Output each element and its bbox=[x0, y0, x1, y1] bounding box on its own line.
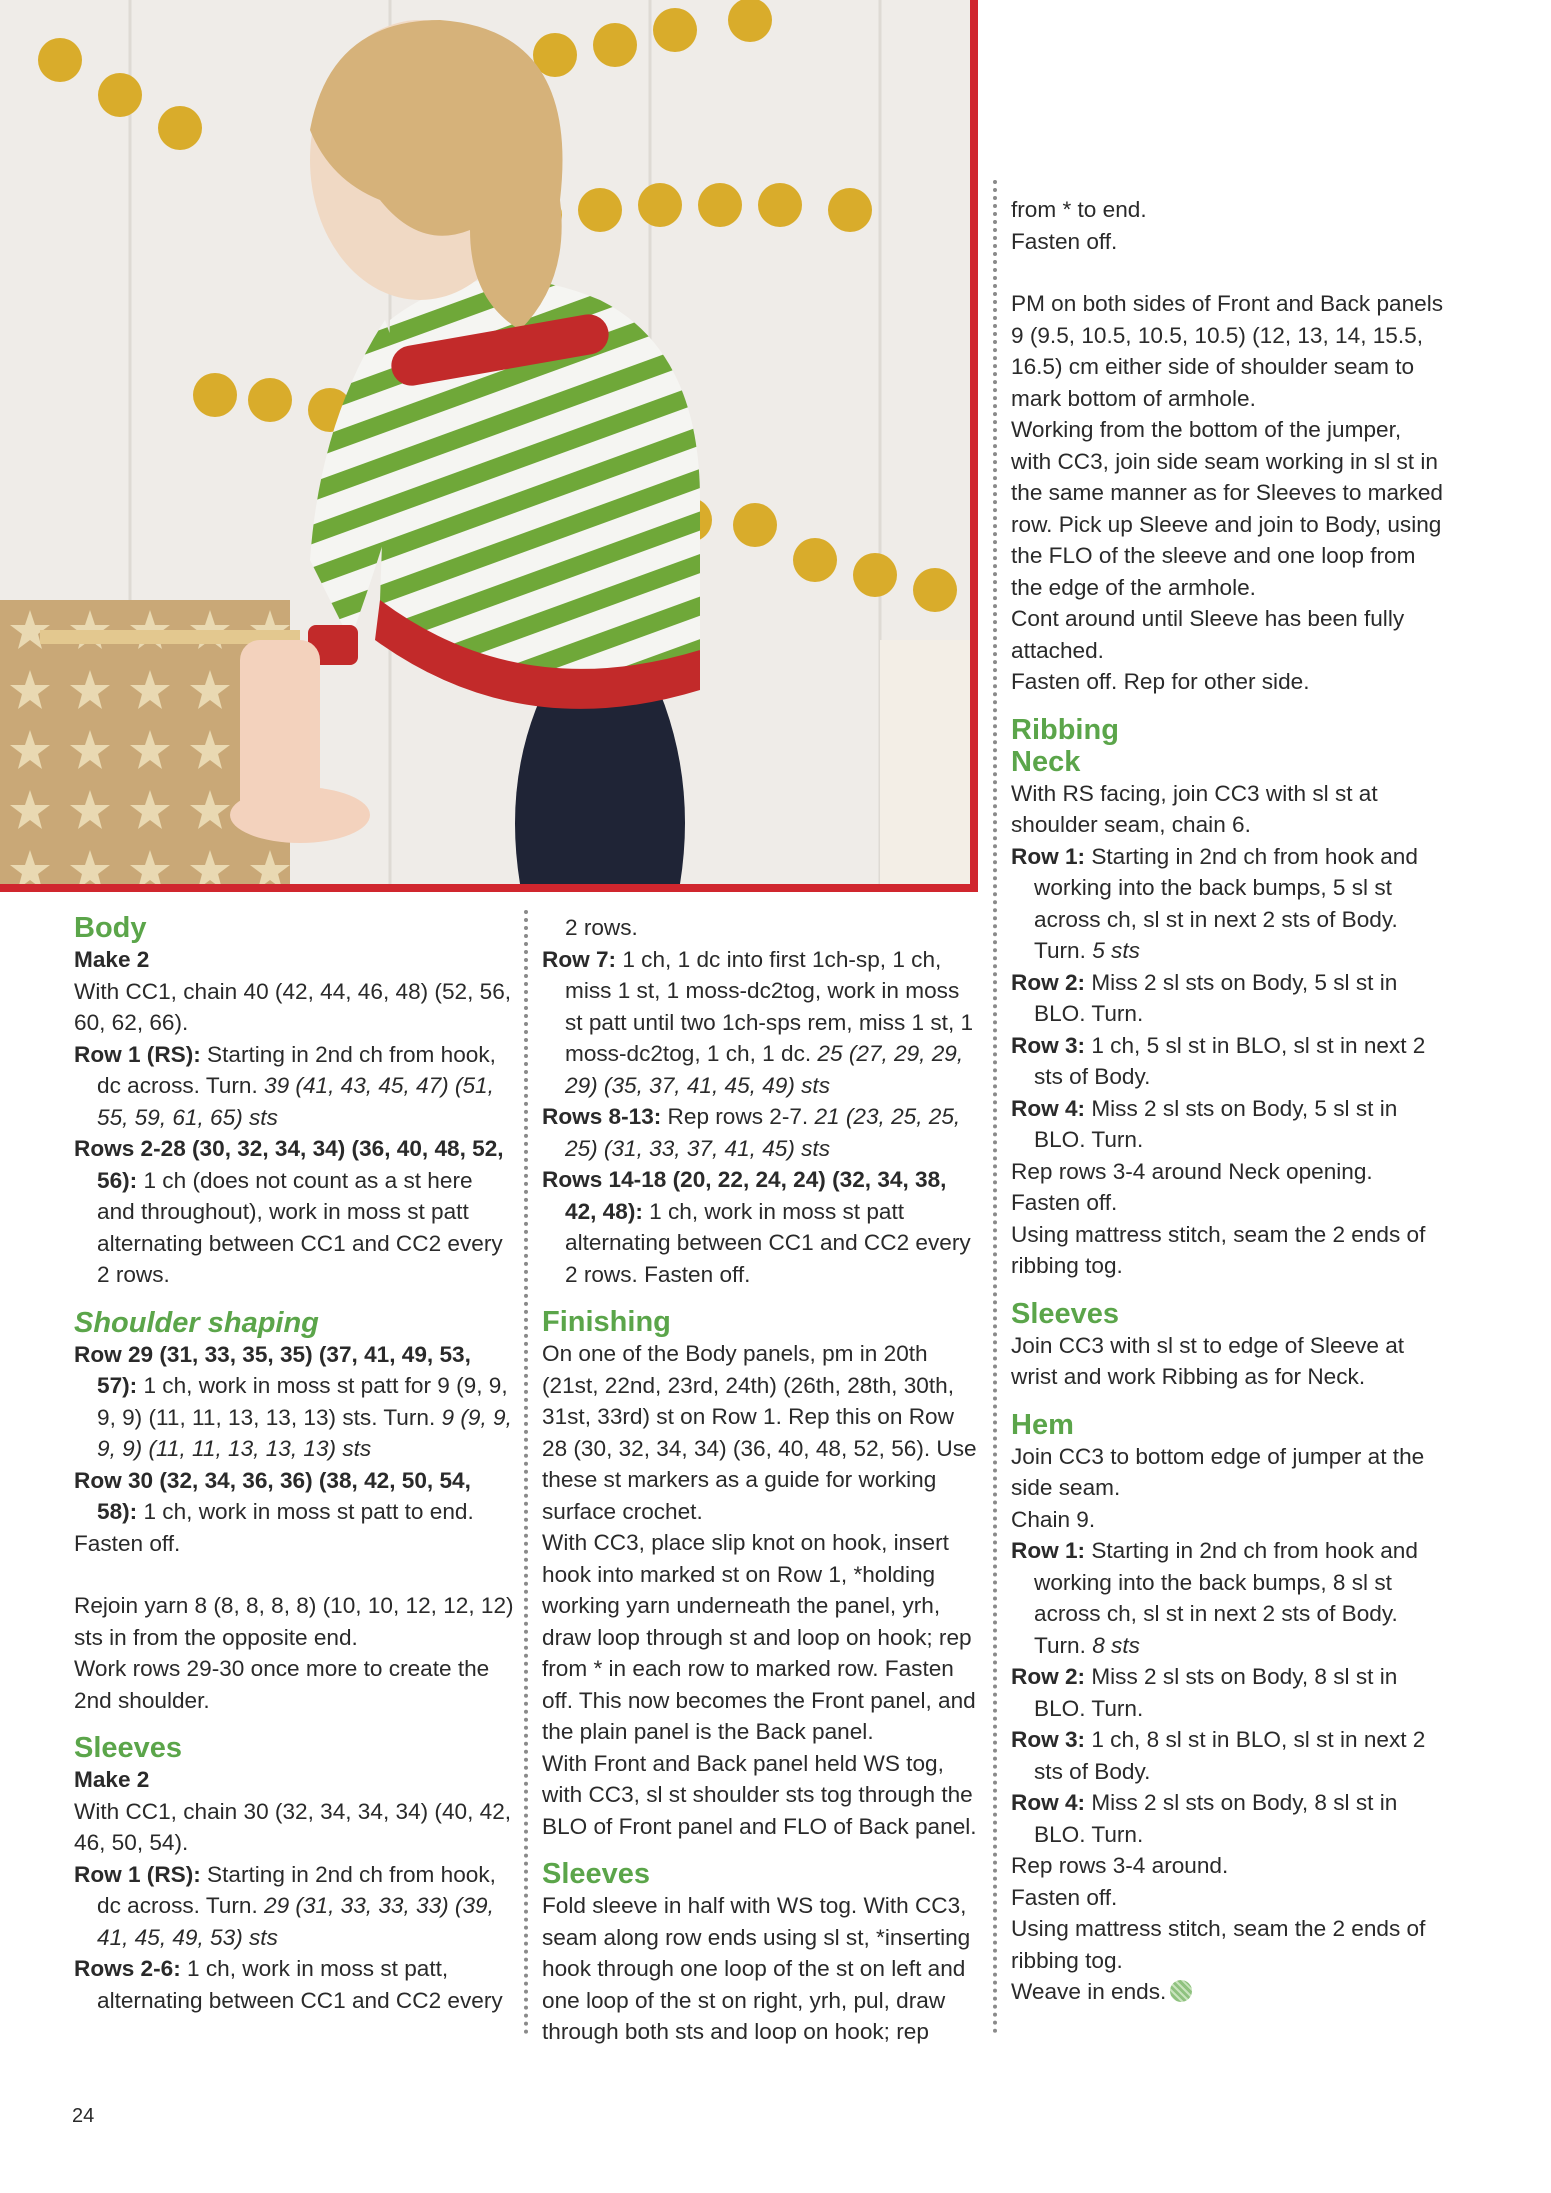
sleeves-ribbing-heading: Sleeves bbox=[1011, 1297, 1120, 1330]
hem-row-3: Row 3: 1 ch, 8 sl st in BLO, sl st in next 2 sts of Body. bbox=[1011, 1727, 1426, 1784]
finishing-heading: Finishing bbox=[542, 1306, 671, 1338]
body-heading: Body bbox=[74, 912, 147, 944]
column-1 bbox=[74, 912, 514, 2016]
hem-row-1: Row 1: Starting in 2nd ch from hook and working into the back bumps, 8 sl st across ch, sl st in next 2 sts of Body. Turn. 8 sts bbox=[1011, 1538, 1418, 1658]
body-make: Make 2 bbox=[74, 947, 150, 972]
sleeves-seam: Fold sleeve in half with WS tog. With CC3, seam along row ends using sl st, *inserting hook through one loop of the st on left and one loop of the st on right, yrh, pul, draw through both sts and loop on hook; rep bbox=[542, 1893, 971, 2044]
hem-rep: Rep rows 3-4 around. bbox=[1011, 1853, 1229, 1878]
rejoin-yarn: Rejoin yarn 8 (8, 8, 8, 8) (10, 10, 12, 12, 12) sts in from the opposite end. bbox=[74, 1593, 514, 1650]
column-2 bbox=[542, 912, 982, 2048]
page-number: 24 bbox=[72, 2105, 95, 2127]
neck-join: With RS facing, join CC3 with sl st at shoulder seam, chain 6. bbox=[1011, 780, 1378, 837]
neck-row-3: Row 3: 1 ch, 5 sl st in BLO, sl st in next 2 sts of Body. bbox=[1011, 1032, 1426, 1089]
ribbing-heading: Ribbing bbox=[1011, 713, 1119, 746]
hem-chain: Chain 9. bbox=[1011, 1506, 1096, 1532]
column-divider bbox=[993, 180, 997, 2035]
cont-around: Cont around until Sleeve has been fully attached. bbox=[1011, 606, 1405, 663]
hem-mattress: Using mattress stitch, seam the 2 ends of ribbing tog. bbox=[1011, 1916, 1426, 1973]
weave-ends: Weave in ends. bbox=[1011, 1976, 1447, 2008]
rows-cont: 2 rows. bbox=[565, 915, 638, 940]
shoulder-row-29: Row 29 (31, 33, 35, 35) (37, 41, 49, 53, 57): 1 ch, work in moss st patt for 9 (9, 9, 9, 9) (11, 11, 13, 13, 13) sts. Turn. 9 (9, 9, 9, 9) (11, 11, 13, 13, 13) sts bbox=[74, 1341, 512, 1461]
hem-join: Join CC3 to bottom edge of jumper at the side seam. bbox=[1011, 1443, 1425, 1500]
work-rows: Work rows 29-30 once more to create the 2nd shoulder. bbox=[74, 1656, 490, 1713]
sleeve-rows-14-18: Rows 14-18 (20, 22, 24, 24) (32, 34, 38, 42, 48): 1 ch, work in moss st patt alternating between CC1 and CC2 every 2 rows. Fasten off. bbox=[542, 1167, 971, 1287]
column-3 bbox=[1011, 194, 1447, 2008]
hem-row-4: Row 4: Miss 2 sl sts on Body, 8 sl st in BLO. Turn. bbox=[1011, 1790, 1398, 1847]
hem-fasten: Fasten off. bbox=[1011, 1884, 1118, 1910]
sleeves-finish-heading: Sleeves bbox=[542, 1858, 651, 1890]
shoulder-heading: Shoulder shaping bbox=[74, 1306, 319, 1339]
finishing-shoulders: With Front and Back panel held WS tog, with CC3, sl st shoulder sts tog through the BLO of Front panel and FLO of Back panel. bbox=[542, 1750, 977, 1839]
sleeve-row-7: Row 7: 1 ch, 1 dc into first 1ch-sp, 1 ch, miss 1 st, 1 moss-dc2tog, work in moss st patt until two 1ch-sps rem, miss 1 st, 1 moss-dc2tog, 1 ch, 1 dc. 25 (27, 29, 29, 29) (35, 37, 41, 45, 49) sts bbox=[542, 946, 974, 1098]
neck-fasten: Fasten off. bbox=[1011, 1190, 1118, 1215]
fasten-off: Fasten off. bbox=[74, 1530, 181, 1556]
body-rows-2-28: Rows 2-28 (30, 32, 34, 34) (36, 40, 48, 52, 56): 1 ch (does not count as a st here and throughout), work in moss st patt alternating between CC1 and CC2 every 2 rows. bbox=[74, 1136, 504, 1287]
sleeves-ribbing: Join CC3 with sl st to edge of Sleeve at wrist and work Ribbing as for Neck. bbox=[1011, 1332, 1405, 1389]
sleeves-chain: With CC1, chain 30 (32, 34, 34, 34) (40, 42, 46, 50, 54). bbox=[74, 1798, 512, 1855]
hem-heading: Hem bbox=[1011, 1408, 1074, 1441]
body-row-1: Row 1 (RS): Starting in 2nd ch from hook, dc across. Turn. 39 (41, 43, 45, 47) (51, 55, 59, 61, 65) sts bbox=[74, 1041, 496, 1130]
shoulder-row-30: Row 30 (32, 34, 36, 36) (38, 42, 50, 54, 58): 1 ch, work in moss st patt to end. bbox=[74, 1467, 474, 1524]
cont-fasten: Fasten off. bbox=[1011, 228, 1118, 254]
hero-photo bbox=[0, 0, 978, 892]
hem-row-2: Row 2: Miss 2 sl sts on Body, 8 sl st in BLO. Turn. bbox=[1011, 1664, 1398, 1721]
sleeves-rows-2-6: Rows 2-6: 1 ch, work in moss st patt, alternating between CC1 and CC2 every bbox=[74, 1956, 503, 2013]
column-divider bbox=[524, 910, 528, 2035]
working-side-seam: Working from the bottom of the jumper, with CC3, join side seam working in sl st in the same manner as for Sleeves to marked row. Pick up Sleeve and join to Body, using the FLO of the sleeve and one loop from the edge of the armhole. bbox=[1011, 417, 1443, 600]
sleeves-make: Make 2 bbox=[74, 1767, 150, 1792]
neck-heading: Neck bbox=[1011, 745, 1081, 778]
yarn-ball-icon bbox=[1170, 1980, 1192, 2002]
sleeve-rows-8-13: Rows 8-13: Rep rows 2-7. 21 (23, 25, 25, 25) (31, 33, 37, 41, 45) sts bbox=[542, 1104, 961, 1161]
sleeves-row-1: Row 1 (RS): Starting in 2nd ch from hook, dc across. Turn. 29 (31, 33, 33, 33) (39, 41, 45, 49, 53) sts bbox=[74, 1861, 496, 1950]
neck-mattress: Using mattress stitch, seam the 2 ends of ribbing tog. bbox=[1011, 1221, 1426, 1278]
sleeves-heading: Sleeves bbox=[74, 1732, 183, 1764]
body-chain: With CC1, chain 40 (42, 44, 46, 48) (52, 56, 60, 62, 66). bbox=[74, 978, 512, 1035]
finishing-surface: With CC3, place slip knot on hook, insert hook into marked st on Row 1, *holding working yarn underneath the panel, yrh, draw loop through st and loop on hook; rep from * in each row to marked row. Fasten off. This now becomes the Front panel, and the plain panel is the Back panel. bbox=[542, 1530, 976, 1744]
pm-armhole: PM on both sides of Front and Back panels 9 (9.5, 10.5, 10.5, 10.5) (12, 13, 14, 15.5, 16.5) cm either side of shoulder seam to mark bottom of armhole. bbox=[1011, 291, 1444, 411]
neck-rep: Rep rows 3-4 around Neck opening. bbox=[1011, 1158, 1373, 1184]
cont-from: from * to end. bbox=[1011, 197, 1147, 222]
child-in-striped-jumper-illustration bbox=[0, 0, 970, 884]
neck-row-1: Row 1: Starting in 2nd ch from hook and working into the back bumps, 5 sl st across ch, sl st in next 2 sts of Body. Turn. 5 sts bbox=[1011, 843, 1418, 963]
neck-row-4: Row 4: Miss 2 sl sts on Body, 5 sl st in BLO. Turn. bbox=[1011, 1095, 1398, 1152]
neck-row-2: Row 2: Miss 2 sl sts on Body, 5 sl st in BLO. Turn. bbox=[1011, 969, 1398, 1026]
fasten-rep: Fasten off. Rep for other side. bbox=[1011, 669, 1310, 694]
finishing-markers: On one of the Body panels, pm in 20th (21st, 22nd, 23rd, 24th) (26th, 28th, 30th, 31st, 33rd) st on Row 1. Rep this on Row 28 (30, 32, 34, 34) (36, 40, 48, 52, 56). Use these st markers as a guide for working surface crochet. bbox=[542, 1341, 977, 1524]
